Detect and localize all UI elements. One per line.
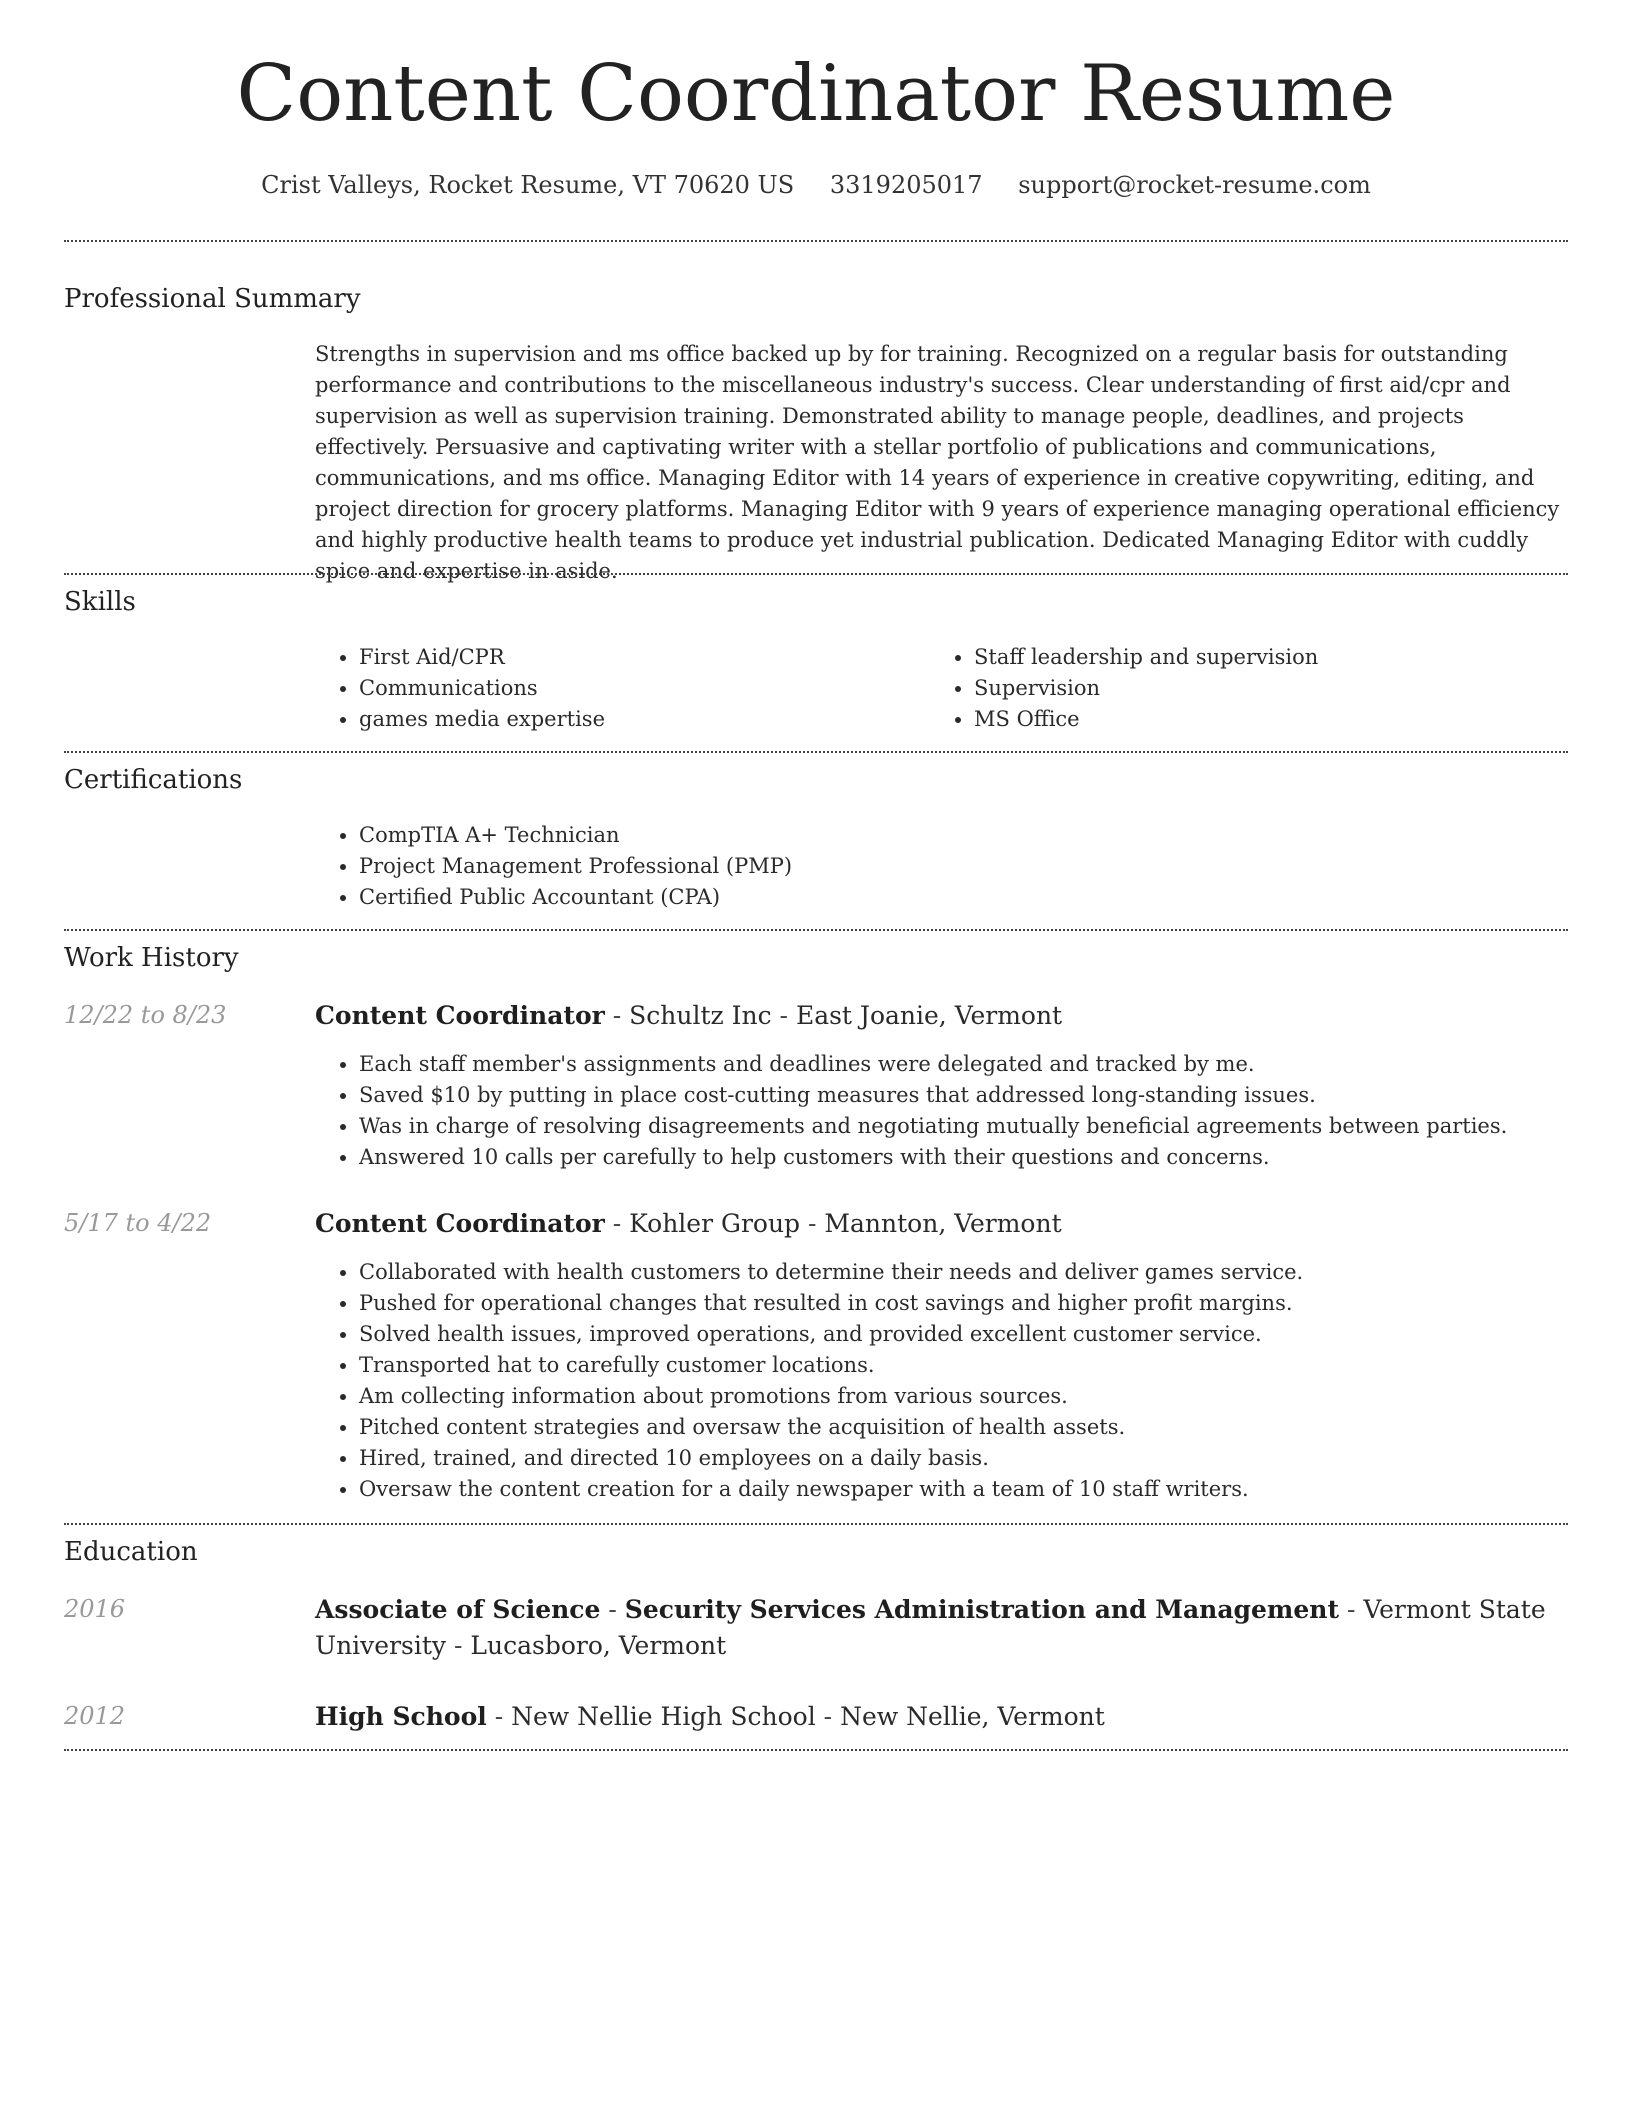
work-heading: Work History: [64, 943, 239, 973]
divider: [64, 1749, 1568, 1751]
education-degree: High School: [315, 1702, 487, 1731]
job-bullet: • Answered 10 calls per carefully to help customers with their questions and concerns.: [359, 1142, 1609, 1173]
skill-item: • Staff leadership and supervision: [974, 642, 1574, 673]
education-year: 2012: [64, 1702, 126, 1730]
skill-item: • games media expertise: [359, 704, 929, 735]
divider: [64, 751, 1568, 753]
job-bullets: [315, 1049, 1609, 1173]
job-bullet: • Transported hat to carefully customer locations.: [359, 1350, 1609, 1381]
divider: [64, 1523, 1568, 1525]
skill-item: • MS Office: [974, 704, 1574, 735]
job-bullet: • Oversaw the content creation for a daily newspaper with a team of 10 staff writers.: [359, 1474, 1609, 1505]
job-heading: Content Coordinator - Schultz Inc - East Joanie, Vermont: [315, 1001, 1063, 1030]
education-degree: Associate of Science: [315, 1595, 601, 1624]
job-bullet: • Collaborated with health customers to determine their needs and deliver games service.: [359, 1257, 1609, 1288]
job-dates: 12/22 to 8/23: [64, 1001, 227, 1029]
summary-text: Strengths in supervision and ms office backed up by for training. Recognized on a regular basis for outstanding performance and contributions to the miscellaneous industry's success. Clear understanding of first aid/cpr and supervision as well as supervision training. Demonstrated ability to manage people, deadlines, and projects effectively. Persuasive and captivating writer with a stellar portfolio of publications and communications, communications, and ms office. Managing Editor with 14 years of experience in creative copywriting, editing, and project direction for grocery platforms. Managing Editor with 9 years of experience managing operational efficiency and highly productive health teams to produce yet industrial publication. Dedicated Managing Editor with cuddly spice and expertise in aside.: [315, 342, 1560, 583]
education-school: New Nellie High School: [511, 1702, 816, 1731]
job-bullet: • Was in charge of resolving disagreements and negotiating mutually beneficial agreements between parties.: [359, 1111, 1609, 1142]
job-company: Schultz Inc: [629, 1001, 772, 1030]
contact-line: [0, 170, 1632, 201]
job-bullet: • Solved health issues, improved operations, and provided excellent customer service.: [359, 1319, 1609, 1350]
divider: [64, 240, 1568, 242]
skills-list-right: [930, 642, 1574, 735]
job-bullet: • Pushed for operational changes that resulted in cost savings and higher profit margins.: [359, 1288, 1609, 1319]
education-entry: High School - New Nellie High School - New Nellie, Vermont: [315, 1702, 1105, 1731]
job-dates: 5/17 to 4/22: [64, 1209, 212, 1237]
job-company: Kohler Group: [629, 1209, 801, 1238]
education-heading: Education: [64, 1537, 198, 1567]
job-heading: Content Coordinator - Kohler Group - Mannton, Vermont: [315, 1209, 1062, 1238]
divider: [64, 573, 1568, 575]
skills-heading: Skills: [64, 587, 136, 617]
education-location: New Nellie, Vermont: [840, 1702, 1105, 1731]
certification-item: • CompTIA A+ Technician: [359, 820, 1559, 851]
page-title: Content Coordinator Resume: [236, 49, 1396, 139]
skills-list-left: [315, 642, 929, 735]
job-bullet: • Am collecting information about promotions from various sources.: [359, 1381, 1609, 1412]
education-location: Lucasboro, Vermont: [470, 1631, 727, 1660]
education-field: Security Services Administration and Management: [624, 1595, 1339, 1624]
job-bullet: • Each staff member's assignments and deadlines were delegated and tracked by me.: [359, 1049, 1609, 1080]
job-location: East Joanie, Vermont: [795, 1001, 1063, 1030]
certification-item: • Project Management Professional (PMP): [359, 851, 1559, 882]
summary-heading: Professional Summary: [64, 284, 361, 314]
job-location: Mannton, Vermont: [824, 1209, 1062, 1238]
certifications-heading: Certifications: [64, 765, 243, 795]
job-role: Content Coordinator: [315, 1001, 605, 1030]
education-school: Vermont State University: [315, 1595, 1546, 1660]
education-entry: Associate of Science - Security Services Administration and Management - Vermont State University - Lucasboro, Vermont: [315, 1595, 1546, 1660]
contact-email: support@rocket-resume.com: [1018, 171, 1371, 199]
skill-item: • First Aid/CPR: [359, 642, 929, 673]
job-bullets: [315, 1257, 1609, 1505]
job-bullet: • Saved $10 by putting in place cost-cutting measures that addressed long-standing issues.: [359, 1080, 1609, 1111]
certifications-list: [315, 820, 1559, 913]
certification-item: • Certified Public Accountant (CPA): [359, 882, 1559, 913]
job-bullet: • Hired, trained, and directed 10 employees on a daily basis.: [359, 1443, 1609, 1474]
job-bullet: • Pitched content strategies and oversaw the acquisition of health assets.: [359, 1412, 1609, 1443]
divider: [64, 929, 1568, 931]
skill-item: • Supervision: [974, 673, 1574, 704]
skill-item: • Communications: [359, 673, 929, 704]
job-role: Content Coordinator: [315, 1209, 605, 1238]
contact-phone: 3319205017: [829, 171, 983, 199]
contact-address: Crist Valleys, Rocket Resume, VT 70620 US: [261, 171, 795, 199]
education-year: 2016: [64, 1595, 126, 1623]
